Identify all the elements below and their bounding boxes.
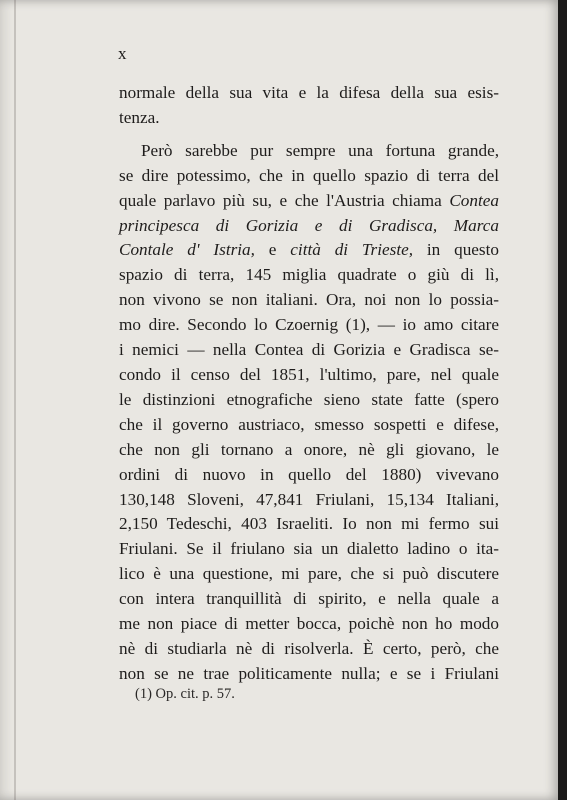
text-line — [119, 106, 499, 131]
text-line — [119, 81, 499, 106]
text-line — [119, 214, 499, 239]
body-text — [119, 81, 499, 687]
text-segment: me non piace di metter bocca, poichè non ho modo — [119, 614, 499, 634]
text-line — [119, 189, 499, 214]
text-segment: spazio di terra, 145 miglia quadrate o giù di lì, — [119, 265, 499, 285]
text-line — [119, 612, 499, 637]
text-line — [119, 363, 499, 388]
text-line — [119, 488, 499, 513]
text-segment: che non gli tornano a onore, nè gli giovano, le — [119, 439, 499, 459]
text-line — [119, 637, 499, 662]
page-number: x — [118, 44, 127, 63]
text-segment: se dire potessimo, che in quello spazio di terra del — [119, 165, 499, 185]
text-line — [119, 662, 499, 687]
text-segment: Friulani. Se il friulano sia un dialetto ladino o ita- — [119, 539, 499, 559]
text-segment: condo il censo del 1851, l'ultimo, pare, nel quale — [119, 364, 499, 384]
text-segment: le distinzioni etnografiche sieno state fatte (spero — [119, 389, 499, 409]
text-line — [119, 313, 499, 338]
italic-text: città di Trieste, — [290, 240, 414, 260]
text-line — [119, 263, 499, 288]
text-line — [119, 413, 499, 438]
text-segment: ordini di nuovo in quello del 1880) vivevano — [119, 464, 499, 484]
footnote: (1) Op. cit. p. 57. — [135, 686, 235, 702]
italic-text: principesca di Gorizia e di Gradisca, Marca — [119, 215, 499, 235]
text-segment: tenza. — [119, 107, 160, 127]
text-segment: quale parlavo più su, e che l'Austria chiama — [119, 190, 450, 210]
text-segment: non se ne trae politicamente nulla; e se i Friulani — [119, 663, 499, 683]
text-segment: Però sarebbe pur sempre una fortuna grande, — [141, 140, 499, 160]
book-binding-edge — [558, 0, 567, 800]
text-line — [119, 164, 499, 189]
text-segment: 2,150 Tedeschi, 403 Israeliti. Io non mi fermo sui — [119, 514, 499, 534]
text-segment: non vivono se non italiani. Ora, noi non lo possia- — [119, 290, 499, 310]
text-line — [119, 537, 499, 562]
text-line — [119, 512, 499, 537]
italic-text: Contea — [449, 190, 499, 210]
text-line — [119, 338, 499, 363]
text-segment: mo dire. Secondo lo Czoernig (1), — io amo citare — [119, 315, 499, 335]
text-line — [119, 238, 499, 263]
text-line — [119, 463, 499, 488]
paragraph-gap — [119, 131, 499, 139]
italic-text: Contale d' Istria, — [119, 240, 255, 260]
text-segment: con intera tranquillità di spirito, e nella quale a — [119, 589, 499, 609]
text-line — [119, 388, 499, 413]
text-segment: i nemici — nella Contea di Gorizia e Gradisca se- — [119, 340, 499, 360]
text-line — [119, 139, 499, 164]
text-line — [119, 562, 499, 587]
page-gutter-line — [14, 0, 16, 800]
text-segment: che il governo austriaco, smesso sospetti e difese, — [119, 414, 499, 434]
text-line — [119, 587, 499, 612]
text-line — [119, 438, 499, 463]
text-segment: in questo — [413, 240, 499, 260]
text-segment: lico è una questione, mi pare, che si può discutere — [119, 564, 499, 584]
text-segment: normale della sua vita e la difesa della sua esis- — [119, 83, 499, 102]
text-segment: nè di studiarla nè di risolverla. È certo, però, che — [119, 638, 499, 658]
text-segment: e — [254, 240, 291, 260]
text-line — [119, 288, 499, 313]
text-segment: 130,148 Sloveni, 47,841 Friulani, 15,134 Italiani, — [119, 489, 499, 509]
